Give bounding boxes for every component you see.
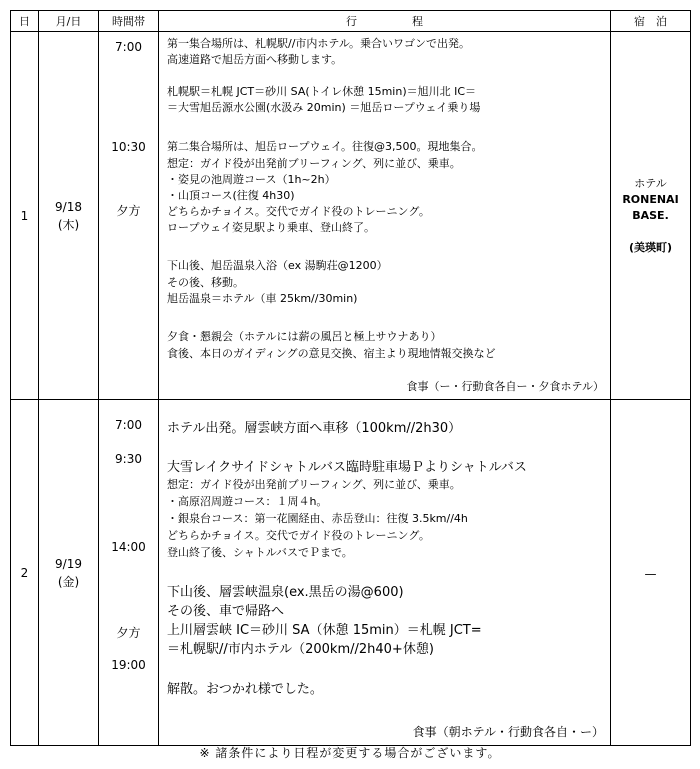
time-slot: 14:00: [111, 540, 146, 554]
date-value: 9/18: [55, 199, 82, 214]
plan-line: 下山後、層雲峡温泉(ex.黒岳の湯@600): [167, 585, 404, 600]
plan-line: 食後、本日のガイディングの意見交換、宿主より現地情報交換など: [167, 347, 496, 360]
plan-line: 大雪レイクサイドシャトルバス臨時駐車場Ｐよりシャトルバス: [167, 460, 527, 475]
plan-line: ロープウェイ姿見駅より乗車、登山終了。: [167, 221, 376, 234]
plan-line: ＝札幌駅//市内ホテル（200km//2h40+休憩): [167, 642, 434, 657]
plan-cell: [159, 32, 611, 400]
time-cell: [99, 400, 159, 746]
plan-line: 解散。おつかれ様でした。: [167, 682, 323, 697]
plan-line: ・高原沼周遊コース：１周４h。: [167, 495, 328, 508]
weekday: (金): [57, 574, 80, 589]
time-slot: 7:00: [115, 418, 142, 432]
header-stay: 宿 泊: [611, 11, 691, 32]
plan-line: ・山頂コース(往復 4h30): [167, 189, 295, 202]
time-slot: 7:00: [115, 40, 142, 54]
no-stay-dash: —: [644, 567, 657, 581]
time-slot: 10:30: [111, 140, 146, 154]
stay-cell: [611, 400, 691, 746]
plan-line: 想定：ガイド役が出発前ブリーフィング、列に並び、乗車。: [167, 478, 461, 491]
plan-line: 札幌駅＝札幌 JCT＝砂川 SA(トイレ休憩 15min)＝旭川北 IC＝: [167, 85, 477, 98]
weekday: (木): [57, 217, 80, 232]
header-date: 月/日: [39, 11, 99, 32]
plan-line: 上川層雲峡 IC＝砂川 SA（休憩 15min）＝札幌 JCT=: [167, 623, 482, 638]
time-cell: [99, 32, 159, 400]
plan-line: その後、車で帰路へ: [167, 604, 285, 619]
plan-line: 第一集合場所は、札幌駅//市内ホテル。乗合いワゴンで出発。: [167, 37, 470, 50]
plan-line: その後、移動。: [167, 276, 244, 289]
time-slot: 夕方: [116, 626, 141, 640]
plan-line: ・銀泉台コース：第一花園経由、赤岳登山：往復 3.5km//4h: [167, 512, 468, 525]
time-slot: 19:00: [111, 658, 146, 672]
day-row-1: [11, 32, 691, 400]
date-cell: [39, 400, 99, 746]
plan-line: ホテル出発。層雲峡方面へ車移（100km//2h30）: [167, 421, 462, 436]
plan-line: 第二集合場所は、旭岳ロープウェイ。往復@3,500。現地集合。: [167, 140, 483, 153]
plan-line: どちらかチョイス。交代でガイド役のトレーニング。: [167, 529, 430, 542]
date-value: 9/19: [55, 556, 82, 571]
plan-line: ＝大雪旭岳源水公園(水汲み 20min) ＝旭岳ロープウェイ乗り場: [167, 101, 481, 114]
day-row-2: [11, 400, 691, 746]
hotel-name: RONENAI: [622, 192, 679, 206]
plan-line: 夕食・懇親会（ホテルには薪の風呂と極上サウナあり）: [167, 330, 442, 343]
header-plan: 行 程: [159, 11, 611, 32]
plan-line: 高速道路で旭岳方面へ移動します。: [167, 53, 343, 66]
stay-label: ホテル: [634, 176, 667, 190]
footnote: ※ 諸条件により日程が変更する場合がございます。: [199, 746, 501, 760]
plan-line: どちらかチョイス。交代でガイド役のトレーニング。: [167, 205, 430, 218]
plan-line: 下山後、旭岳温泉入浴（ex 湯駒荘@1200）: [167, 259, 388, 272]
time-slot: 夕方: [116, 204, 141, 218]
header-row: [11, 11, 691, 32]
day-number: 1: [11, 32, 39, 400]
plan-line: 旭岳温泉＝ホテル（車 25km//30min): [167, 292, 358, 305]
plan-line: 想定：ガイド役が出発前ブリーフィング、列に並び、乗車。: [167, 157, 461, 170]
stay-cell: [611, 32, 691, 400]
date-cell: [39, 32, 99, 400]
time-slot: 9:30: [115, 452, 142, 466]
itinerary-table: [10, 10, 691, 746]
plan-line: 登山終了後、シャトルバスでＰまで。: [167, 546, 353, 559]
meal-info: 食事（ー・行動食各自ー・夕食ホテル）: [406, 380, 604, 393]
day-number: 2: [11, 400, 39, 746]
header-time: 時間帯: [99, 11, 159, 32]
header-day: 日: [11, 11, 39, 32]
meal-info: 食事（朝ホテル・行動食各自・ー）: [412, 725, 604, 739]
hotel-town: (美瑛町): [628, 240, 673, 254]
hotel-name-suffix: BASE.: [632, 208, 669, 222]
plan-cell: [159, 400, 611, 746]
plan-line: ・姿見の池周遊コース（1h~2h）: [167, 173, 336, 186]
